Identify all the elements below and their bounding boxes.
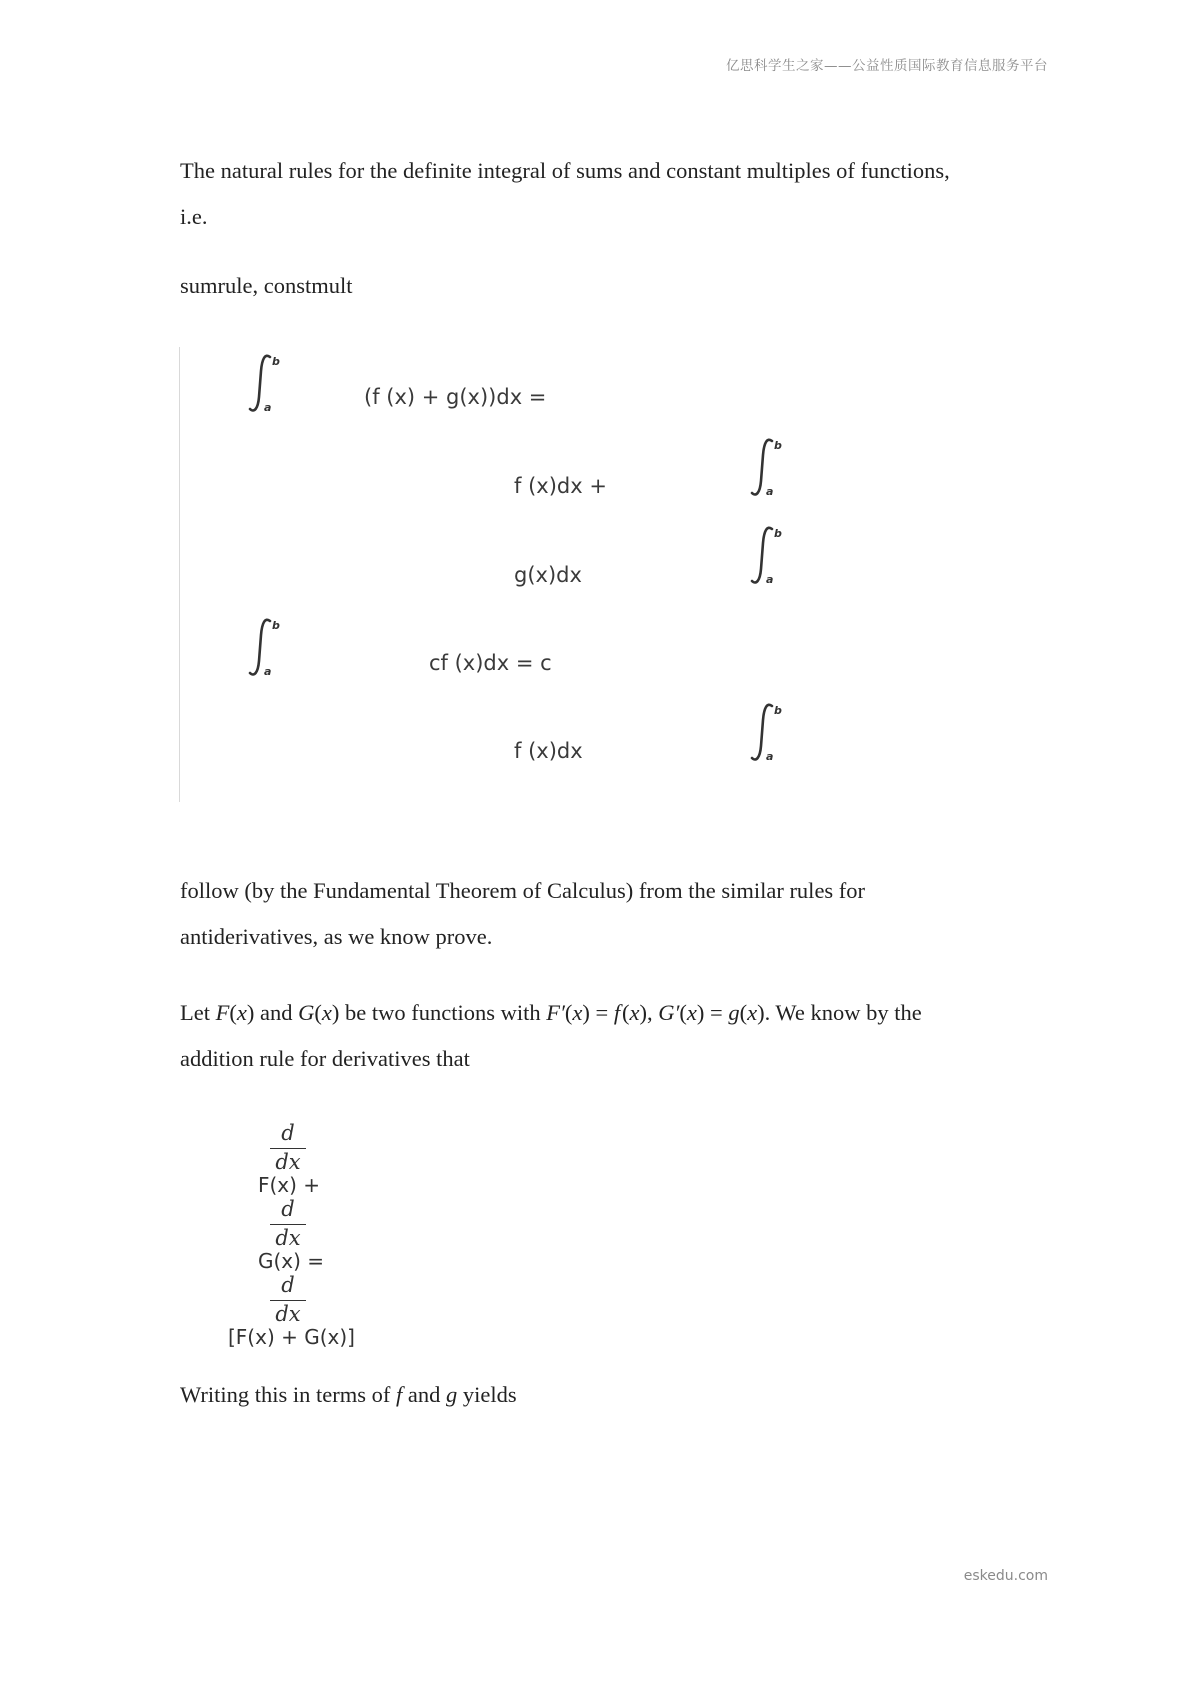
symbol-G-prime: G′ — [658, 1000, 680, 1025]
integral-sign-icon — [750, 700, 790, 766]
d-dx-fraction: d dx — [270, 1196, 306, 1251]
symbol-g: g — [728, 1000, 740, 1025]
symbol-G: G — [298, 1000, 315, 1025]
symbol-f: f — [395, 1382, 403, 1407]
paragraph-rule-names: sumrule, constmult — [180, 273, 353, 298]
let-word: Let — [180, 1000, 210, 1025]
site-header-title: 亿思科学生之家——公益性质国际教育信息服务平台 — [726, 58, 1048, 74]
d-dx-fraction: d dx — [270, 1272, 306, 1327]
ftc-line-2: antiderivatives, as we know prove. — [180, 924, 493, 949]
intro-line-2: i.e. — [180, 204, 208, 229]
symbol-F: F — [215, 1000, 230, 1025]
constant-multiple-term: f (x)dx — [514, 739, 583, 763]
integral-lower-limit: a — [264, 401, 272, 414]
d-dx-fraction: d dx — [270, 1120, 306, 1175]
writing-prefix: Writing this in terms of — [180, 1382, 391, 1407]
sum-rule-term-2: g(x)dx — [514, 563, 582, 587]
integral-lower-limit: a — [766, 573, 774, 586]
constant-multiple-lhs: cf (x)dx = c — [429, 651, 552, 675]
paragraph-intro — [180, 148, 1020, 240]
let-middle-text: be two functions with — [344, 1000, 541, 1025]
integral-lower-limit: a — [766, 750, 774, 763]
integral-upper-limit: b — [774, 527, 782, 540]
integral-lower-limit: a — [264, 665, 272, 678]
and-word: and — [407, 1382, 441, 1407]
integral-upper-limit: b — [774, 439, 782, 452]
intro-line-1: The natural rules for the definite integral of sums and constant multiples of functions, — [180, 158, 950, 183]
integral-upper-limit: b — [774, 704, 782, 717]
symbol-g: g — [445, 1382, 458, 1407]
ftc-line-1: follow (by the Fundamental Theorem of Calculus) from the similar rules for — [180, 878, 866, 903]
footer-domain: eskedu.com — [963, 1568, 1048, 1584]
symbol-F-prime: F′ — [546, 1000, 565, 1025]
integral-upper-limit: b — [272, 619, 280, 632]
sum-rule-lhs: (f (x) + g(x))dx = — [364, 385, 547, 409]
writing-suffix: yields — [462, 1382, 517, 1407]
and-word: and — [259, 1000, 293, 1025]
integral-lower-limit: a — [766, 485, 774, 498]
paragraph-ftc — [180, 868, 1020, 960]
integral-sign-icon — [750, 435, 790, 501]
integral-rules-figure — [179, 347, 880, 802]
derivative-line-1: F(x) + — [258, 1173, 321, 1197]
paragraph-let: Let F(x) and G(x) be two functions with F′(x) = f (x), G′(x) = g(x). We know by the addition rule for derivatives that — [180, 1000, 922, 1071]
symbol-f: f — [613, 1000, 621, 1025]
integral-sign-icon — [750, 523, 790, 589]
let-end-text: . We know by the — [764, 1000, 922, 1025]
let-line-2: addition rule for derivatives that — [180, 1046, 470, 1071]
integral-sign-icon — [248, 351, 288, 417]
derivative-line-2: G(x) = — [258, 1249, 325, 1273]
paragraph-writing — [180, 1372, 1020, 1418]
derivative-line-3: [F(x) + G(x)] — [228, 1325, 355, 1349]
integral-upper-limit: b — [272, 355, 280, 368]
sum-rule-term-1: f (x)dx + — [514, 474, 607, 498]
integral-sign-icon — [248, 615, 288, 681]
